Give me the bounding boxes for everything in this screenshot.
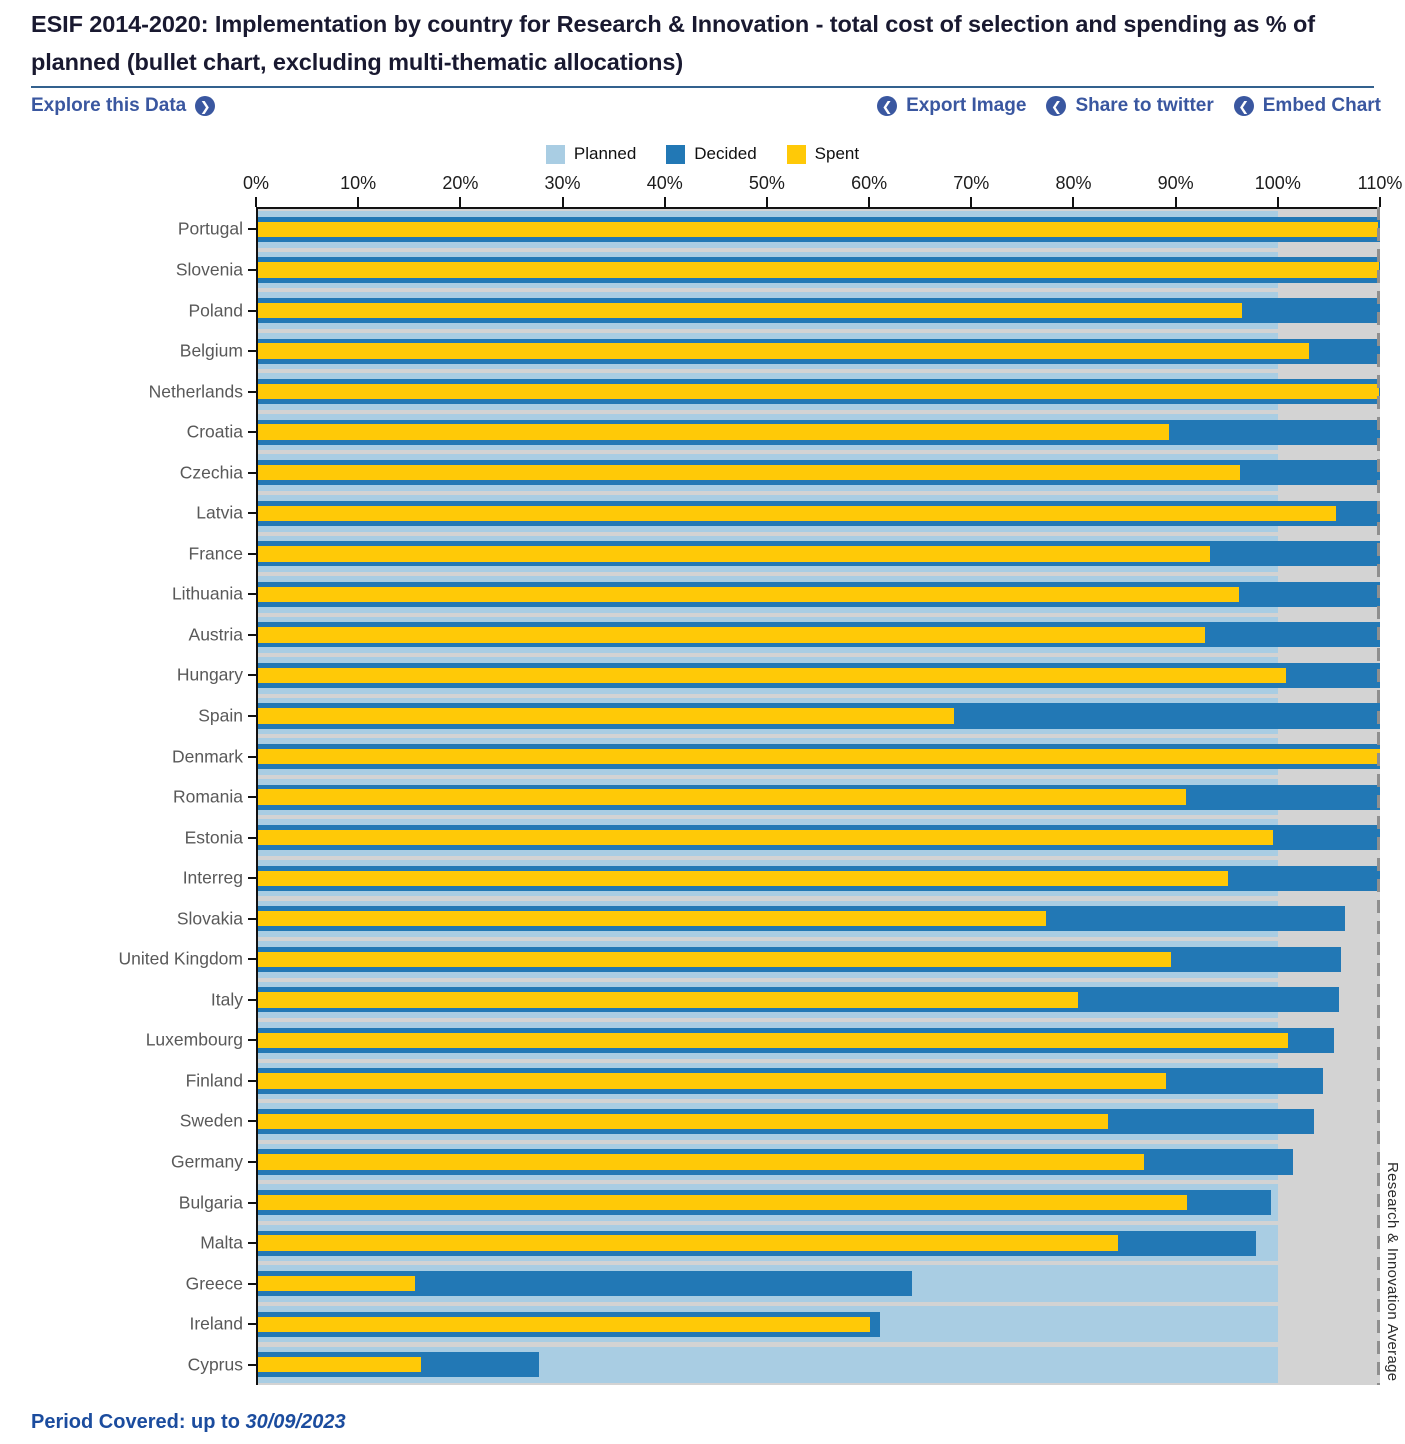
- country-label: Cyprus: [187, 1354, 243, 1375]
- y-axis-tick: [248, 1242, 257, 1244]
- country-label: Finland: [185, 1070, 243, 1091]
- country-row: [189, 1304, 1380, 1345]
- y-axis-tick: [248, 1323, 257, 1325]
- country-row: [185, 1061, 1380, 1102]
- country-label: Slovenia: [175, 259, 243, 280]
- country-row: [196, 493, 1380, 534]
- x-axis-tick-label: 10%: [340, 173, 377, 194]
- y-axis-tick: [248, 715, 257, 717]
- legend-label: Spent: [814, 144, 860, 164]
- x-axis-tick-label: 90%: [1157, 173, 1194, 194]
- country-row: [187, 1345, 1380, 1386]
- y-axis-tick: [248, 756, 257, 758]
- toolbar: [31, 95, 1381, 117]
- spent-bar: [258, 992, 1078, 1007]
- spent-bar: [258, 587, 1239, 602]
- country-row: [185, 1263, 1380, 1304]
- country-label: Portugal: [177, 218, 243, 239]
- x-axis-tick: [664, 197, 666, 207]
- country-row: [184, 817, 1380, 858]
- y-axis-tick: [248, 1364, 257, 1366]
- average-reference-line: [1377, 207, 1380, 1385]
- explore-data-label: Explore this Data: [31, 95, 187, 117]
- country-row: [178, 1182, 1380, 1223]
- x-axis-tick: [1175, 197, 1177, 207]
- embed-chart-label: Embed Chart: [1262, 95, 1381, 117]
- spent-bar: [258, 384, 1379, 399]
- spent-bar: [258, 1033, 1288, 1048]
- country-row: [210, 980, 1380, 1021]
- y-axis-tick: [248, 1202, 257, 1204]
- country-row: [172, 777, 1380, 818]
- spent-bar: [258, 911, 1046, 926]
- x-axis-tick: [1277, 197, 1279, 207]
- chevron-left-circle-icon: ❮: [877, 96, 897, 116]
- spent-bar: [258, 1154, 1144, 1169]
- spent-bar: [258, 789, 1186, 804]
- country-label: Italy: [210, 989, 243, 1010]
- bullet-chart: [31, 173, 1405, 1395]
- legend-label: Planned: [573, 144, 637, 164]
- spent-bar: [258, 1357, 421, 1372]
- average-line-label: Research & Innovation Average: [1384, 1161, 1401, 1382]
- country-label: Lithuania: [171, 583, 243, 604]
- country-row: [200, 1223, 1380, 1264]
- spent-bar: [258, 222, 1378, 237]
- x-axis-tick-label: 70%: [953, 173, 990, 194]
- y-axis-tick: [248, 512, 257, 514]
- country-row: [188, 615, 1380, 656]
- x-axis-tick: [1072, 197, 1074, 207]
- country-row: [171, 574, 1380, 615]
- country-row: [176, 655, 1380, 696]
- country-row: [171, 1142, 1380, 1183]
- country-label: Austria: [188, 624, 243, 645]
- country-label: Interreg: [182, 867, 243, 888]
- country-row: [186, 412, 1380, 453]
- y-axis-tick: [248, 1080, 257, 1082]
- y-axis-tick: [248, 1161, 257, 1163]
- country-label: Croatia: [186, 421, 243, 442]
- country-row: [118, 939, 1380, 980]
- share-to-twitter-link[interactable]: [1046, 95, 1213, 117]
- country-label: Luxembourg: [145, 1029, 243, 1050]
- country-label: Slovakia: [176, 908, 243, 929]
- y-axis-tick: [248, 674, 257, 676]
- x-axis-tick-label: 60%: [851, 173, 888, 194]
- country-row: [176, 898, 1380, 939]
- country-label: Bulgaria: [178, 1192, 243, 1213]
- country-label: Germany: [171, 1151, 243, 1172]
- y-axis-tick: [248, 472, 257, 474]
- chart-action-links: [877, 95, 1381, 117]
- country-row: [177, 209, 1380, 250]
- y-axis-tick: [248, 228, 257, 230]
- embed-chart-link[interactable]: [1234, 95, 1381, 117]
- country-label: Greece: [185, 1273, 243, 1294]
- country-label: Malta: [200, 1232, 243, 1253]
- y-axis-tick: [248, 877, 257, 879]
- country-label: Poland: [188, 300, 243, 321]
- country-label: Sweden: [179, 1110, 243, 1131]
- country-row: [182, 858, 1380, 899]
- legend-item: [787, 144, 859, 164]
- country-row: [148, 371, 1380, 412]
- country-label: Ireland: [189, 1313, 243, 1334]
- country-label: United Kingdom: [118, 948, 243, 969]
- spent-bar: [258, 627, 1205, 642]
- spent-bar: [258, 506, 1336, 521]
- country-row: [179, 452, 1380, 493]
- legend-swatch: [546, 145, 565, 164]
- x-axis-tick-label: 110%: [1357, 173, 1403, 194]
- spent-bar: [258, 952, 1171, 967]
- spent-bar: [258, 708, 954, 723]
- spent-bar: [258, 1317, 870, 1332]
- title-divider: [31, 86, 1374, 88]
- x-axis-tick: [459, 197, 461, 207]
- x-axis-tick: [766, 197, 768, 207]
- x-axis-tick-label: 100%: [1254, 173, 1301, 194]
- y-axis-tick: [248, 431, 257, 433]
- legend-swatch: [666, 145, 685, 164]
- x-axis-tick-label: 80%: [1055, 173, 1092, 194]
- y-axis-tick: [248, 958, 257, 960]
- x-axis-tick-label: 40%: [646, 173, 683, 194]
- y-axis-tick: [248, 310, 257, 312]
- x-axis-tick-label: 20%: [442, 173, 479, 194]
- y-axis-tick: [248, 837, 257, 839]
- country-label: Spain: [198, 705, 243, 726]
- country-row: [188, 534, 1380, 575]
- period-covered: [31, 1411, 1405, 1434]
- chart-legend: [31, 144, 1374, 164]
- country-row: [172, 736, 1380, 777]
- x-axis-tick: [970, 197, 972, 207]
- y-axis-tick: [248, 1283, 257, 1285]
- country-row: [188, 290, 1380, 331]
- legend-swatch: [787, 145, 806, 164]
- spent-bar: [258, 668, 1286, 683]
- legend-label: Decided: [694, 144, 757, 164]
- spent-bar: [258, 424, 1169, 439]
- y-axis-tick: [248, 269, 257, 271]
- y-axis-tick: [248, 1039, 257, 1041]
- export-image-link[interactable]: [877, 95, 1026, 117]
- spent-bar: [258, 1073, 1166, 1088]
- y-axis-tick: [248, 553, 257, 555]
- share-to-twitter-label: Share to twitter: [1075, 95, 1214, 117]
- spent-bar: [258, 546, 1210, 561]
- page-title: ESIF 2014-2020: Implementation by country for Research & Innovation - total cost of selection and spending as % of planned (bullet chart, excluding multi-thematic allocations): [31, 11, 1315, 75]
- y-axis-tick: [248, 918, 257, 920]
- country-label: Denmark: [172, 746, 243, 767]
- x-axis-tick: [868, 197, 870, 207]
- country-label: Netherlands: [148, 381, 243, 402]
- x-axis-tick-label: 0%: [242, 173, 270, 194]
- spent-bar: [258, 830, 1273, 845]
- spent-bar: [258, 1114, 1108, 1129]
- y-axis-tick: [248, 593, 257, 595]
- y-axis-tick: [248, 796, 257, 798]
- country-row: [179, 1101, 1380, 1142]
- spent-bar: [258, 871, 1228, 886]
- country-label: Latvia: [196, 502, 243, 523]
- period-covered-prefix: Period Covered: up to: [31, 1411, 246, 1434]
- period-covered-date: 30/09/2023: [245, 1411, 346, 1434]
- legend-item: [666, 144, 756, 164]
- x-axis-tick-label: 30%: [544, 173, 581, 194]
- country-row: [175, 250, 1380, 291]
- y-axis-tick: [248, 634, 257, 636]
- y-axis-tick: [248, 391, 257, 393]
- x-axis-tick: [357, 197, 359, 207]
- x-axis-tick: [255, 197, 257, 207]
- country-label: Belgium: [179, 340, 243, 361]
- chevron-right-circle-icon: ❯: [195, 96, 215, 116]
- chevron-left-circle-icon: ❮: [1234, 96, 1254, 116]
- spent-bar: [258, 1195, 1187, 1210]
- country-label: Estonia: [184, 827, 243, 848]
- country-label: Hungary: [176, 664, 243, 685]
- spent-bar: [258, 465, 1240, 480]
- country-row: [198, 696, 1380, 737]
- plot-area: [118, 207, 1401, 1385]
- spent-bar: [258, 303, 1242, 318]
- x-axis-tick-label: 50%: [748, 173, 785, 194]
- country-label: Romania: [172, 786, 243, 807]
- export-image-label: Export Image: [906, 95, 1027, 117]
- chevron-left-circle-icon: ❮: [1046, 96, 1066, 116]
- country-row: [145, 1020, 1380, 1061]
- country-row: [179, 331, 1380, 372]
- spent-bar: [258, 1235, 1118, 1250]
- y-axis-tick: [248, 999, 257, 1001]
- spent-bar: [258, 343, 1309, 358]
- explore-data-link[interactable]: [31, 95, 215, 117]
- country-label: Czechia: [179, 462, 243, 483]
- y-axis-tick: [248, 350, 257, 352]
- legend-item: [546, 144, 636, 164]
- spent-bar: [258, 749, 1380, 764]
- y-axis-tick: [248, 1120, 257, 1122]
- spent-bar: [258, 262, 1379, 277]
- country-label: France: [188, 543, 243, 564]
- x-axis-tick: [562, 197, 564, 207]
- spent-bar: [258, 1276, 415, 1291]
- x-axis-tick: [1379, 197, 1381, 207]
